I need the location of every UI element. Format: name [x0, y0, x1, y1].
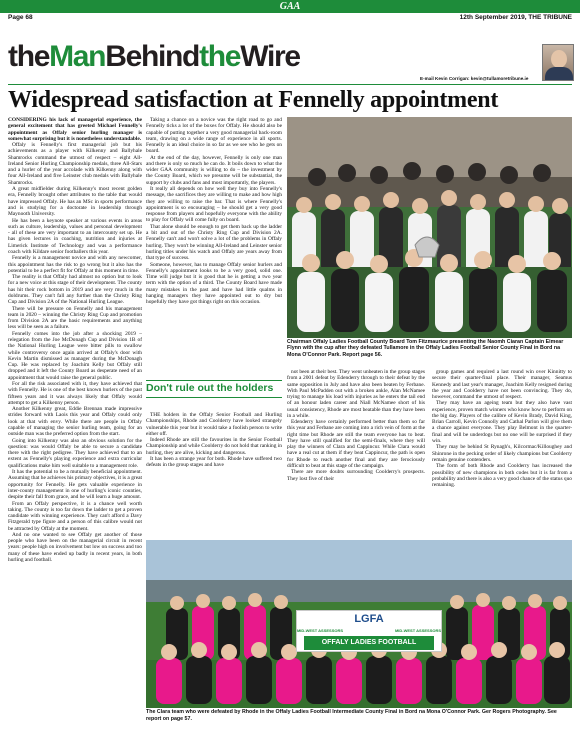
paragraph: The reality is that Offaly had almost no option but to look for a new voice at this stage of their development. The county has hit their rock bottom in 2019 and are very much in the doldrums. They can't fall any further than the Christy Ring Cup and Division 2A of the National Hurling League.: [8, 274, 142, 306]
paragraph: They may be behind St Rynagh's, Kilcormac/Killoughey and Shinrone in the pecking order of likely champions but Coolderry remain genuine contenders.: [432, 444, 572, 463]
section-label: GAA: [279, 1, 301, 12]
paragraph: Another Kilkenny great, Eddie Brennan made impressive strides forward with Laois this year and Offaly could only look at that with envy. While there are people in Offaly capable of managing the senior hurling team, going for an outside man was the preferred option from the start.: [8, 406, 142, 438]
paragraph: Offaly is Fennelly's first managerial job but his achievements as a player with Kilkenny and Ballyhale Shamrocks command the utmost of respect – eight All-Ireland Senior Hurling Championship medals, three All-Stars and a hurler of the year accolade with Kilkenny along with four All-Ireland and five Leinster club medals with Ballyhale Shamrocks.: [8, 142, 142, 186]
paragraph: It really all depends on how well they buy into Fennelly's message, the sacrifices they are willing to make and how high they are willing to raise the bar. That is where Fennelly's appointment is so encouraging – he should get a very good response from players and hopefully everyone with the ability to play for Offaly will come fully on board.: [146, 186, 282, 224]
paragraph: Fennelly is a management novice and with any newcomer, this appointment has the risk to go wrong but it also has the potential to be a perfect fit for Offaly at this moment in time.: [8, 255, 142, 274]
section-header-bar: [0, 0, 580, 13]
article-column-3: [287, 369, 425, 537]
sponsor-left-text: MID-WEST ASSESSORS: [296, 628, 344, 633]
masthead-rule: [8, 84, 572, 85]
article-column-2-lower: [146, 412, 282, 537]
paragraph: Someone, however, has to manage Offaly senior hurlers and Fennelly's appointment looks to be a very good, solid one. Time will judge but it is good that he is getting a two year term with the option of a third. The County Board have made many mistakes in the past and have had little qualms in hanging managers they have appointed out to dry but hopefully they have got things right on this occasion.: [146, 261, 282, 305]
date-line: 12th September 2019, THE TRIBUNE: [459, 14, 572, 21]
paragraph: A great midfielder during Kilkenny's most recent golden era, Fennelly brought other attributes to the table that would have impressed Offaly. He has an MSc in sports performance and is studying for a doctorate in leadership through Maynooth University.: [8, 186, 142, 218]
avatar-shirt: [545, 67, 573, 81]
lgfa-logo-text: LGFA: [354, 613, 384, 625]
paragraph: It has been a strange year for both. Rhode have suffered two defeats in the group stages and have: [146, 456, 282, 469]
subheading: Don't rule out the holders: [146, 382, 274, 394]
paragraph: There will be pressure on Fennelly and his management team in 2020 – winning the Christy Ring Cup and promotion from Division 2A are the basic requirements and anything less will be seen as a failure.: [8, 305, 142, 331]
paragraph: That alone should be enough to get them back up the ladder a bit and out of the Christy Ring Cup and Division 2A. Fennelly can't and won't solve a lot of the problems in Offaly hurling. They won't be winning All-Ireland and Leinster senior hurling titles under his watch and Offaly are years away from that type of success.: [146, 223, 282, 262]
paragraph: group games and required a last round win over Kinnitty to secure their quarter-final place. Their manager, Seamus Kennedy and last year's manager, Joachim Kelly resigned during the year and Coolderry have not been convincing. They do, however, command the utmost of respect.: [432, 369, 572, 400]
avatar-face: [551, 50, 567, 68]
masthead-behind: Behind: [105, 40, 200, 73]
paragraph: For all the risk associated with it, they have achieved that with Fennelly. He is one of the best known hurlers of the past fifteen years and it was always likely that Offaly would attempt to get a Kilkenny person.: [8, 381, 142, 406]
paragraph: Taking a chance on a novice was the right road to go and Fennelly ticks a lot of the boxes for Offaly. He should also be capable of putting together a very good managerial back-room team, drawing on a wide range of experience in all sports. Fennelly is an ideal choice in so far as we see who he gets on board.: [146, 117, 282, 155]
page-number: Page 68: [8, 14, 33, 21]
paragraph: From an Offaly perspective, it is a chance well worth taking. The county is too far down the ladder to get a proven candidate with winning experience. They can't afford a Davy Fitzgerald type figure and a person of this calibre would not be attracted by Offaly at the moment.: [8, 500, 142, 532]
paragraph: They may have an ageing team but they also have vast experience, proven match winners who know how to perform on the big day. Players of the calibre of Kevin Brady, David King, Brian Carroll, Kevin Connolly and Cathal Parlon will give them a chance against everyone. They play Belmont in the quarter-final and will be underdogs but no one will be surprised if they win.: [432, 400, 572, 444]
article-column-2: [146, 117, 282, 379]
paragraph: THE holders in the Offaly Senior Football and Hurling Championships, Rhode and Coolderry have looked strangely vulnerable this year but it would take a foolish person to write either off.: [146, 412, 282, 437]
author-avatar: [542, 44, 574, 81]
photo-team-caption: The Clara team who were defeated by Rhode in the Offaly Ladies Football Intermediate County Final in Bord na Mona O'Connor Park. Ger Rogers Photography. See report on page 57.: [146, 709, 557, 722]
paragraph: At the end of the day, however, Fennelly is only one man and there is only so much he can do. It boils down to what the wider GAA community is willing to do – the investment by the County Board, which we presume will be substantial, the support by clubs and fans and most importantly, the players.: [146, 154, 282, 186]
subhead-rule-bottom: [146, 397, 282, 398]
article-column-4: [432, 369, 572, 537]
sponsor-right-text: MID-WEST ASSESSORS: [394, 628, 442, 633]
paragraph: There are more doubts surrounding Coolderry's prospects. They lost five of their: [287, 469, 425, 482]
photo-presentation-caption: Chairman Offaly Ladies Football County Board Tom Fitzmaurice presenting the Naomh Ciaran Captain Eimear Flynn with the cup after they defeated Tullamore in the Offaly Ladies Football Senior County Final in Bord na Mona O'Connor Park. Report page 56.: [287, 339, 564, 358]
paragraph: Edenderry have certainly performed better than them so far this year and Ferbane are coming into a rich vein of form at the right time but Rhode are still the team everyone has to beat. They have still qualified for the semi-finals, where they will play the winners of Clara and Cappincur. While Clara would have a real cut at them if they beat Cappincur, the path is open for Rhode to reach another final and they are ferociously difficult to beat at this stage of the campaign.: [287, 419, 425, 469]
paragraph: He has been a keynote speaker at various events in areas such as culture, leadership, values and personal development - all of these are very important to an intercounty set up. He has given lectures in coaching, nutrition and injuries at Limerick Institute of Technology and was a performance coach with Kildare senior footballers this year.: [8, 217, 142, 255]
author-email[interactable]: E-mail Kevin Corrigan: kevin@tullamoretribune.ie: [420, 76, 529, 81]
masthead-man: Man: [49, 40, 106, 73]
paragraph: It has the potential to be a mutually beneficial appointment. Assuming that he achieves his primary objectives, it is a great opportunity for Fennelly. He gets valuable experience in inter-county management in one of hurling's iconic counties, despite their fall from grace, and he will learn a huge amount.: [8, 469, 142, 501]
paragraph: And no one wanted to see Offaly get another of those people who have been on the managerial circuit in recent years: people high on involvement but low on success and too many of these have ended up badly in recent years, in both hurling and football.: [8, 531, 142, 563]
column-masthead: [8, 40, 438, 74]
paragraph: Indeed Rhode are still the favourites in the Senior Football Championship and while Coolderry do not hold that ranking in hurling, they are alive, kicking and dangerous.: [146, 437, 282, 456]
lead-paragraph: CONSIDERING his lack of managerial experience, the general excitement that has greeted Michael Fennelly's appointment as Offaly senior hurling manager is somewhat surprising but it is nonetheless understandable.: [8, 117, 142, 142]
photo-team: [146, 540, 572, 708]
paragraph: The form of both Rhode and Coolderry has increased the possibility of new champions in both codes but it is far from a probability and there is also a very good chance of the status quo remaining.: [432, 463, 572, 489]
paragraph: not been at their best. They went unbeaten in the group stages from a 2001 defeat by Edenderry through to their defeat by the same opposition in July and have also been beaten by Ferbane. With Paul McPadden out with a broken ankle, Alan McNamee trying to manage his load with injuries as he enters the tail end of an honour laden career and Niall McNamee short of his usual consistency, Rhode are most beatable than they have been in a while.: [287, 369, 425, 419]
photo-presentation: [287, 117, 572, 338]
paragraph: Fennelly comes into the job after a shocking 2019 – relegation from the Joe McDonagh Cup and Division 1B of the National Hurling League were bitter pills to swallow while controversy once again arrived at Offaly's door with Kevin Martin dismissed as manager during the McDonagh Cup. He was replaced by Joachim Kelly but Offaly still dropped and it left the County Board as desperate need of an appointment that would raise the general public.: [8, 330, 142, 381]
photo-presentation-illustration: [287, 117, 572, 338]
article-headline: Widespread satisfaction at Fennelly appointment: [8, 87, 499, 113]
masthead-the: the: [8, 40, 50, 73]
title-banner-text: OFFALY LADIES FOOTBALL: [321, 639, 417, 646]
masthead-wire: Wire: [240, 40, 300, 73]
masthead-the-2: the: [199, 40, 241, 73]
article-column-1: [8, 117, 142, 725]
paragraph: Going into Kilkenny was also an obvious solution for the question: was would Offaly be able to secure a candidate there with the right pedigree. They have achieved that to an extent as Fennelly's playing experience and extra curricular qualifications make him well suitable to a management role.: [8, 437, 142, 469]
